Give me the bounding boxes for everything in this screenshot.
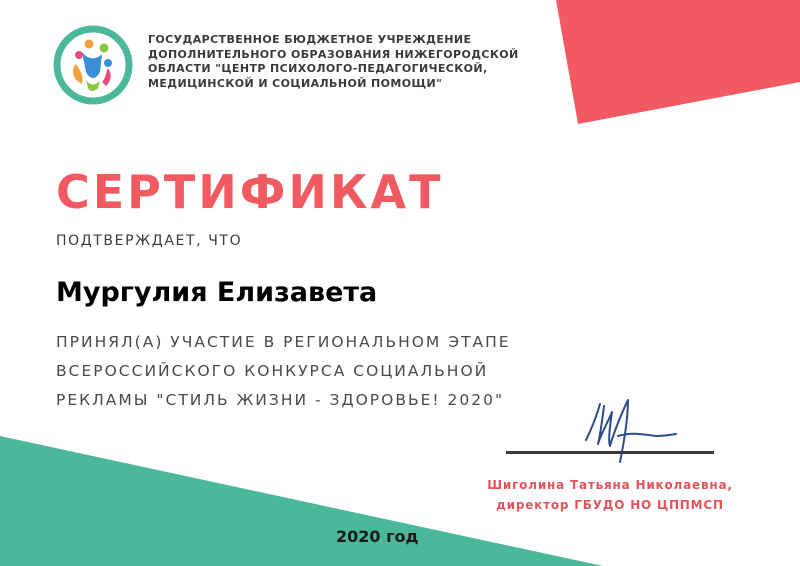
signature-line: [506, 451, 714, 454]
signer-name: Шиголина Татьяна Николаевна,: [487, 478, 733, 492]
participation-text: [56, 328, 556, 415]
participation-line: ПРИНЯЛ(А) УЧАСТИЕ В РЕГИОНАЛЬНОМ ЭТАПЕ: [56, 333, 511, 351]
organization-line: ОБЛАСТИ "ЦЕНТР ПСИХОЛОГО-ПЕДАГОГИЧЕСКОЙ,: [148, 62, 488, 75]
signature: [578, 392, 678, 472]
organization-line: ДОПОЛНИТЕЛЬНОГО ОБРАЗОВАНИЯ НИЖЕГОРОДСКОЙ: [148, 47, 519, 61]
certificate-title: СЕРТИФИКАТ: [56, 165, 444, 219]
organization-line: ГОСУДАРСТВЕННОЕ БЮДЖЕТНОЕ УЧРЕЖДЕНИЕ: [148, 33, 472, 46]
participation-line: ВСЕРОССИЙСКОГО КОНКУРСА СОЦИАЛЬНОЙ: [56, 362, 489, 380]
organization-line: МЕДИЦИНСКОЙ И СОЦИАЛЬНОЙ ПОМОЩИ": [148, 76, 443, 90]
confirms-text: ПОДТВЕРЖДАЕТ, ЧТО: [56, 233, 243, 249]
participation-line: РЕКЛАМЫ "СТИЛЬ ЖИЗНИ - ЗДОРОВЬЕ! 2020": [56, 391, 505, 409]
top-right-red-shape: [556, 0, 800, 124]
organization-name: [148, 33, 518, 91]
organization-logo: [52, 24, 134, 106]
recipient-name: Мургулия Елизавета: [56, 277, 378, 308]
signer-block: [470, 475, 750, 515]
signer-position: директор ГБУДО НО ЦППМСП: [496, 498, 724, 512]
certificate-year: 2020 год: [336, 527, 419, 546]
